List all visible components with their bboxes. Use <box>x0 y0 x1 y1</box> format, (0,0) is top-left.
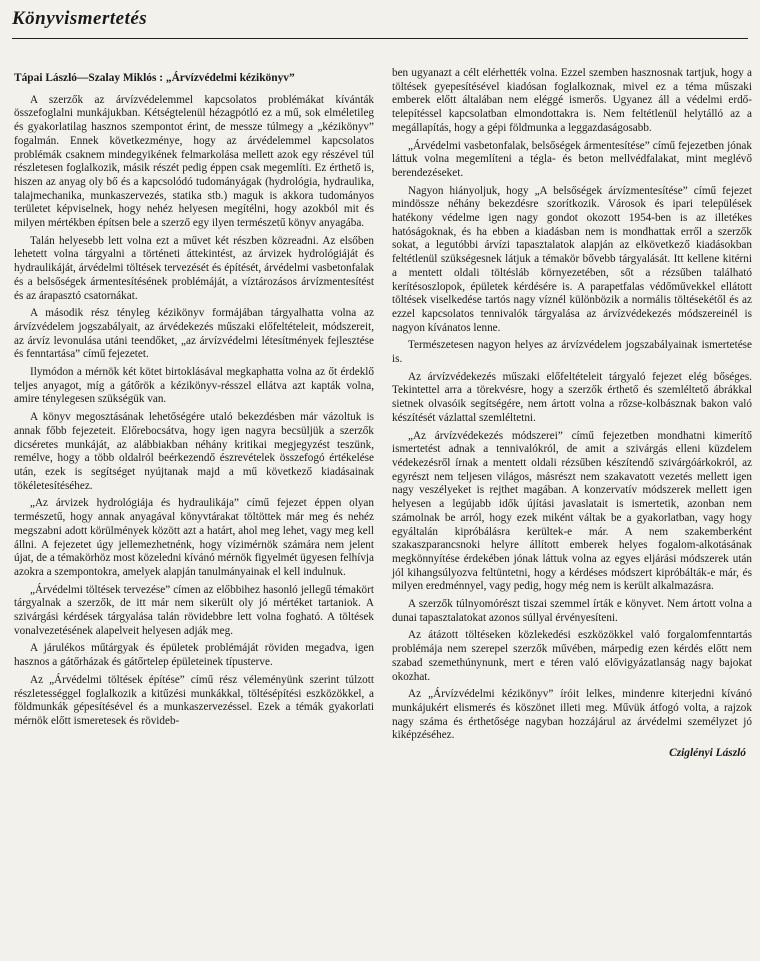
paragraph: Talán helyesebb lett volna ezt a művet két részben közreadni. Az elsőben lehetett volna tárgyalni a történeti áttekintést, az árvizek hydrológiáját és hydraulikáját, árvédelmi töltések tervezését és építését, árvédelmi vasbetonfalak és a belsőségek ármentesítésének problémáját, a víztározásos árvízmentesítést és az árapasztó csatornákat. <box>14 234 374 302</box>
paragraph: Ilymódon a mérnök két kötet birtoklásával megkaphatta volna az őt érdeklő teljes anyagot, míg a gátőrök a kézikönyv-résszel ellátva azt kapták volna, amire ténylegesen szükségük van. <box>14 366 374 406</box>
paragraph: A szerzők az árvízvédelemmel kapcsolatos problémákat kívánták összefoglalni munkájukban. Kétségtelenül hézagpótló ez a mű, sok elméletileg és gyakorlatilag hasznos szempontot érint, de messze túlmegy a „kézikönyv” fogalmán. Ennek következménye, hogy az árvédelemmel kapcsolatos problémák csaknem mindegyikének felmarkolása mellett azok egy részével túl részletesen foglalkozik, másik részét pedig éppen csak megemlíti. Ez érthető is, hiszen az anyag oly bő és a kapcsolódó tudományágak (hydrológia, hydraulika, talajmechanika, munkaszervezés, statika stb.) maguk is akkora tudományos területet képviselnek, hogy nehéz helyesen megítélni, hogy azokból mit és milyen mértékben építsen bele a szerző egy ilyen természetű könyv anyagába. <box>14 93 374 230</box>
paragraph: Természetesen nagyon helyes az árvízvédelem jogszabályainak ismertetése is. <box>392 339 752 366</box>
paragraph: A könyv megosztásának lehetőségére utaló bekezdésben már vázoltuk is annak főbb fejezeteit. Előrebocsátva, hogy igen nagyra becsüljük a szerzők dicséretes munkáját, az alábbiakban néhány kritikai megjegyzést teszünk, remélve, hogy a több oldalról beérkezendő észrevételek összefogó értékelése után, ezek is segítséget nyújtanak majd a mű következő kiadásainak tökéletesítéséhez. <box>14 411 374 492</box>
author-signature: Cziglényi László <box>669 747 746 760</box>
paragraph: A szerzők túlnyomórészt tiszai szemmel írták e könyvet. Nem ártott volna a dunai tapasztalatokat azonos súllyal érvényesíteni. <box>392 598 752 624</box>
paragraph: ben ugyanazt a célt elérhették volna. Ezzel szemben hasznosnak tartjuk, hogy a töltések gyepesítésével kiadósan foglalkoznak, mivel ez a téma műszaki emberek előtt általában nem eléggé ismerős. Ugyanez áll a védelmi erdő-telepítéssel kapcsolatban elmondottakra is. Nem feltétlenül helytálló az a megállapítás, hogy a gépi földmunka a leggazdaságosabb. <box>392 67 752 134</box>
paragraph: A második rész tényleg kézikönyv formájában tárgyalhatta volna az árvízvédelem jogszabályait, az árvédekezés műszaki előfeltételeit, módszereit, az árvíz levonulása utáni teendőket, „az árvízvédelmi létesítmények fejlesztése és fenntartása” című fejezetet. <box>14 307 374 361</box>
paragraph: Az átázott töltéseken közlekedési eszközökkel való forgalomfenntartás problémája nem szerepel szerzők művében, márpedig ezen kérdés előtt nem szabad szemethúnynunk, mert e téren való elővigyázatlanság nagy bajokat okozhat. <box>392 629 752 683</box>
title-divider <box>12 38 748 39</box>
paragraph: „Az árvizek hydrológiája és hydraulikája” című fejezet éppen olyan természetű, hogy annak anyagával könyvtárakat töltöttek már meg és nehéz megszabni adott körülmények között azt a határt, ahol meg lehet, vagy meg kell állni. A fejezetet úgy jellemezhetnénk, hogy vízimérnök számára nem jelent újat, de a témakörhöz most közeledni kívánó mérnök figyelmét ügyesen felhívja azokra a szempontokra, amelyek alapján tanulmányainak el kell indulnuk. <box>14 497 374 578</box>
section-title: Könyvismertetés <box>12 8 148 29</box>
paragraph: „Árvédelmi töltések tervezése” címen az előbbihez hasonló jellegű témakört tárgyalnak a szerzők, de itt már nem sikerült oly jó mértéket tartaniok. A szivárgási kérdések tárgyalása talán rövidebbre lett volna fogható. A töltések vonalvezetésének alapelveit helyesen adják meg. <box>14 583 374 637</box>
paragraph: Az „Árvédelmi töltések építése” című rész véleményünk szerint túlzott részletességgel foglalkozik a kitűzési munkákkal, töltésépítési eszközökkel, a földmunkák gépesítésével és a munkaszervezéssel. Ezek a témák gyakorlati mérnök előtt ismeretesek és rövideb- <box>14 673 374 727</box>
paragraph: Az árvízvédekezés műszaki előfeltételeit tárgyaló fejezet elég bőséges. Tekintettel arra a törekvésre, hogy a szerzők érthető és szemléltető ábrákkal sietnek olvasóik segítségére, nem ártott volna a rőzse-kolbásznak bakon való készítését vázlattal szemléltetni. <box>392 370 752 424</box>
book-heading: Tápai László—Szalay Miklós : „Árvízvédelmi kézikönyv” <box>14 72 295 84</box>
right-column <box>392 67 752 761</box>
paragraph: A járulékos műtárgyak és épületek problémáját röviden megadva, igen hasznos a gátőrházak és gátőrtelep épületeinek típusterve. <box>14 642 374 669</box>
paragraph: Az „Árvízvédelmi kézikönyv” íróit lelkes, mindenre kiterjedni kívánó munkájukért elismerés és köszönet illeti meg. Művük átfogó volta, a rajzok nagy száma és érthetősége nagyban hozzájárul az árvédelmi személyzet jó kiképzéséhez. <box>392 688 752 742</box>
paragraph: „Árvédelmi vasbetonfalak, belsőségek ármentesítése” című fejezetben jónak láttuk volna megemlíteni a tégla- és beton mellvédfalakat, mint meglévő berendezéseket. <box>392 139 752 179</box>
paragraph: „Az árvízvédekezés módszerei” című fejezetben mondhatni kimerítő ismertetést adnak a tennivalókról, de amit a szivárgás elleni küzdelem védekezésről írnak a mentett oldali rézsűben készítendő szivárgóárkokról, az egyrészt nem teljesen világos, másrészt nem szakavatott vezetés mellett igen nagy veszélyeket is rejthet magában. A konzervatív módszerek mellett igen helyesen a legújabb idők újítási javaslatait is ismertetik, azonban nem számolnak be arról, hogy ezek miként váltak be a gyakorlatban, vagy hogy egyáltalán kipróbálásra kerültek-e már. A nem szakemberként szakaszparancsnoki helyre állított emberek helyes fogalom-alkotásának megkönnyítése érdekében jónak láttuk volna az egyes eljárási módszerek után jól kihangsúlyozva feltüntetni, hogy a kérdéses módszert kipróbálták-e már, és milyen eredménnyel, vagy pedig, hogy még nem is került alkalmazásra. <box>392 429 752 593</box>
left-column <box>14 72 374 733</box>
paragraph: Nagyon hiányoljuk, hogy „A belsőségek árvízmentesítése” című fejezet mindössze néhány bekezdésre szorítkozik. Városok és ipari települések hatékony védelme igen nagy gondot okozott 1954-ben is az illetékes hatóságoknak, és ha ebben a kiadásban nem is mondhattak erről a szerzők sokat, a legutóbbi árvízi tapasztalatok alapján az elkövetkező kiadásokban feltétlenül szükségesnek látjuk a témakör bővebb tárgyalását. Itt kellene kitérni a mentett oldali töltésláb környezetében, sőt a rézsűben található kerítésoszlopok, épületek kérdésére is. A parapetfalas védőművekkel ellátott töltések viselkedése tartós nagy víznél különbözik a normális töltésekétől és az ezzel kapcsolatos tennivalók tárgyalása az árvízvédekezés módszereinél is nagyon kívánatos lenne. <box>392 184 752 334</box>
